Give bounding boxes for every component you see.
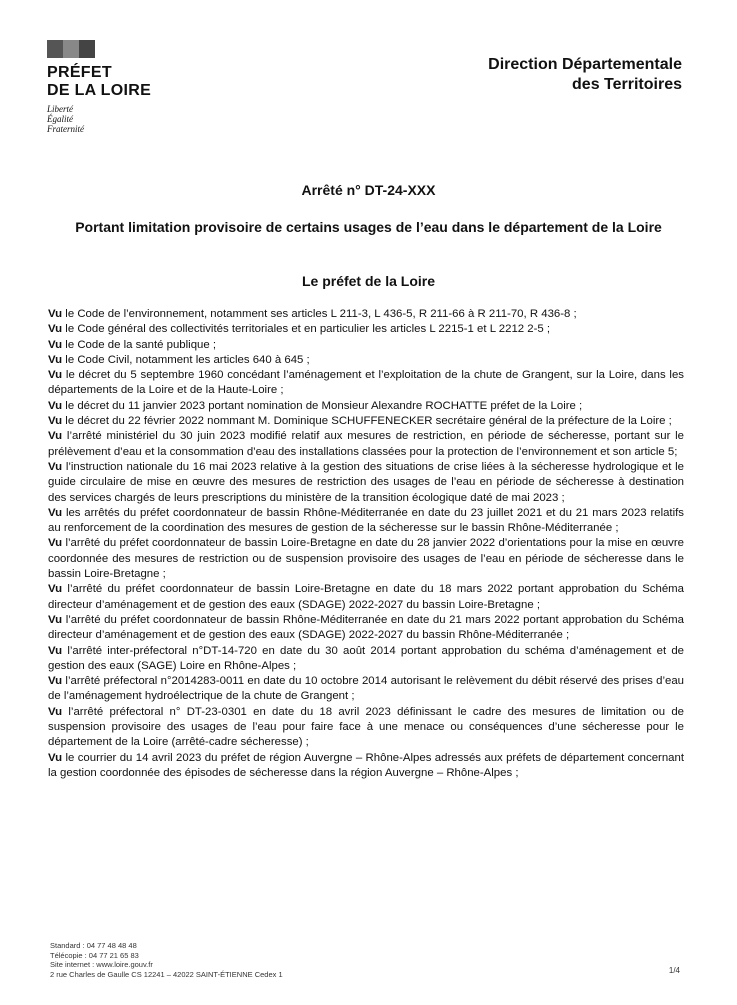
- visa-item: [48, 705, 684, 751]
- vu-label: Vu: [48, 369, 63, 382]
- visa-item: [48, 368, 684, 399]
- visa-item: [48, 338, 684, 353]
- visa-item: [48, 307, 684, 322]
- visa-item: [48, 674, 684, 705]
- logo-prefet-line2: DE LA LOIRE: [47, 82, 152, 99]
- visa-item: [48, 399, 684, 414]
- vu-label: Vu: [48, 705, 63, 718]
- visa-item: [48, 460, 684, 506]
- visa-text: les arrêtés du préfet coordonnateur de bassin Rhône-Méditerranée en date du 23 juillet 2021 et du 21 mars 2023 relatifs au renforcement de la coordination des mesures de gestion de la sécheresse sur le bassin Rhône-Méditerranée ;: [48, 506, 684, 535]
- footer-address: 2 rue Charles de Gaulle CS 12241 – 42022 SAINT-ÉTIENNE Cedex 1: [50, 969, 283, 979]
- vu-label: Vu: [48, 308, 63, 320]
- vu-label: Vu: [48, 430, 63, 443]
- ddt-line1: Direction Départementale: [488, 56, 682, 73]
- visa-item: [48, 613, 684, 644]
- visa-text: l’arrêté du préfet coordonnateur de bassin Loire-Bretagne en date du 18 mars 2022 portant approbation du Schéma directeur d’aménagement et de gestion des eaux (SDAGE) 2022-2027 du bassin Loire-Bretagne ;: [48, 583, 684, 611]
- visa-item: [48, 353, 684, 368]
- motto-egalite: Égalité: [47, 114, 73, 124]
- footer-standard: Standard : 04 77 48 48 48: [50, 941, 137, 950]
- visa-text: le décret du 22 février 2022 nommant M. Dominique SCHUFFENECKER secrétaire général de la préfecture de la Loire ;: [62, 415, 672, 428]
- vu-label: Vu: [48, 399, 63, 412]
- footer-contact: [50, 941, 283, 979]
- visa-text: le Code de la santé publique ;: [62, 338, 217, 351]
- arrete-number: Arrêté n° DT-24-XXX: [301, 182, 436, 198]
- visa-item: [48, 414, 684, 429]
- footer-site: Site internet : www.loire.gouv.fr: [50, 960, 153, 969]
- visa-item: [48, 644, 684, 675]
- arrete-subject: Portant limitation provisoire de certains usages de l’eau dans le département de la Loire: [75, 219, 662, 235]
- visa-text: l’arrêté du préfet coordonnateur de bassin Rhône-Méditerranée en date du 21 mars 2022 portant approbation du Schéma directeur d’aménagement et de gestion des eaux (SDAGE) 2022-2027 du bassin Rhône-Méditerranée ;: [48, 613, 684, 642]
- visa-text: le Code de l’environnement, notamment ses articles L 211-3, L 436-5, R 211-66 à R 211-70, R 436-8 ;: [62, 308, 577, 320]
- motto-liberte: Liberté: [47, 104, 73, 114]
- vu-label: Vu: [48, 338, 63, 351]
- visa-item: [48, 506, 684, 537]
- visa-text: le Code Civil, notamment les articles 640 à 645 ;: [62, 353, 310, 366]
- motto-fraternite: Fraternité: [47, 124, 84, 134]
- republic-motto: [47, 104, 167, 134]
- visa-text: le décret du 5 septembre 1960 concédant l’aménagement et l’exploitation de la chute de Grangent, sur la Loire, dans les départements de la Loire et de la Haute-Loire ;: [48, 369, 684, 397]
- visa-text: l’arrêté préfectoral n°2014283-0011 en date du 10 octobre 2014 autorisant le relèvement du débit réservé des prises d’eau de l’aménagement hydroélectrique de la chute de Grangent ;: [48, 675, 684, 703]
- vu-label: Vu: [48, 537, 63, 550]
- visa-text: l’instruction nationale du 16 mai 2023 relative à la gestion des situations de crise liées à la sécheresse hydrologique et le guide circulaire de mise en œuvre des mesures de restriction des usages de l’eau en période de sécheresse à destination des services chargés de leurs prescriptions du ministère de la transition écologique daté de mai 2023 ;: [48, 460, 684, 504]
- vu-label: Vu: [48, 323, 63, 336]
- visa-item: [48, 536, 684, 582]
- vu-label: Vu: [48, 460, 63, 473]
- vu-label: Vu: [48, 613, 63, 626]
- visa-text: l’arrêté inter-préfectoral n°DT-14-720 en date du 30 août 2014 portant approbation du schéma d’aménagement et de gestion des eaux (SAGE) Loire en Rhône-Alpes ;: [48, 644, 684, 672]
- visas-list: [48, 307, 684, 781]
- visa-item: [48, 322, 684, 337]
- visa-text: le décret du 11 janvier 2023 portant nomination de Monsieur Alexandre ROCHATTE préfet de la Loire ;: [62, 399, 583, 412]
- visa-item: [48, 429, 684, 460]
- vu-label: Vu: [48, 644, 63, 657]
- marianne-logo-icon: [47, 40, 95, 58]
- arrete-author: Le préfet de la Loire: [301, 273, 436, 289]
- visa-text: l’arrêté ministériel du 30 juin 2023 modifié relatif aux mesures de restriction, en période de sécheresse, portant sur le prélèvement d’eau et la consommation d’eau des installations classées pour la protection de l’environnement et son article 5;: [48, 430, 684, 458]
- prefecture-logo: [47, 40, 167, 134]
- vu-label: Vu: [48, 583, 63, 596]
- vu-label: Vu: [48, 751, 63, 764]
- vu-label: Vu: [48, 675, 63, 688]
- page-number: 1/4: [668, 966, 680, 975]
- ddt-line2: des Territoires: [572, 76, 682, 93]
- vu-label: Vu: [48, 415, 63, 428]
- vu-label: Vu: [48, 353, 63, 366]
- visa-text: le Code général des collectivités territoriales et en particulier les articles L 2215-1 et L 2212 2-5 ;: [62, 323, 551, 336]
- visa-text: l’arrêté préfectoral n° DT-23-0301 en date du 18 avril 2023 définissant le cadre des mesures de limitation ou de suspension provisoire des usages de l’eau pour faire face à une menace ou conséquences d’une sécheresse pour le département de la Loire (arrêté-cadre sécheresse) ;: [48, 705, 684, 749]
- visa-text: l’arrêté du préfet coordonnateur de bassin Loire-Bretagne en date du 28 janvier 2022 d’orientations pour la mise en œuvre coordonnée des mesures de restriction ou de suspension provisoire des usages de l’eau en période de sécheresse dans le bassin Loire-Bretagne ;: [48, 537, 684, 581]
- vu-label: Vu: [48, 506, 63, 519]
- department-service: [488, 55, 682, 95]
- visa-item: [48, 582, 684, 613]
- visa-item: [48, 751, 684, 782]
- logo-prefet-line1: PRÉFET: [47, 64, 112, 81]
- footer-telecopie: Télécopie : 04 77 21 65 83: [50, 950, 139, 960]
- visa-text: le courrier du 14 avril 2023 du préfet de région Auvergne – Rhône-Alpes adressés aux préfets de département concernant la gestion coordonnée des épisodes de sécheresse dans la région Auvergne – Rhône-Alpes ;: [48, 751, 684, 779]
